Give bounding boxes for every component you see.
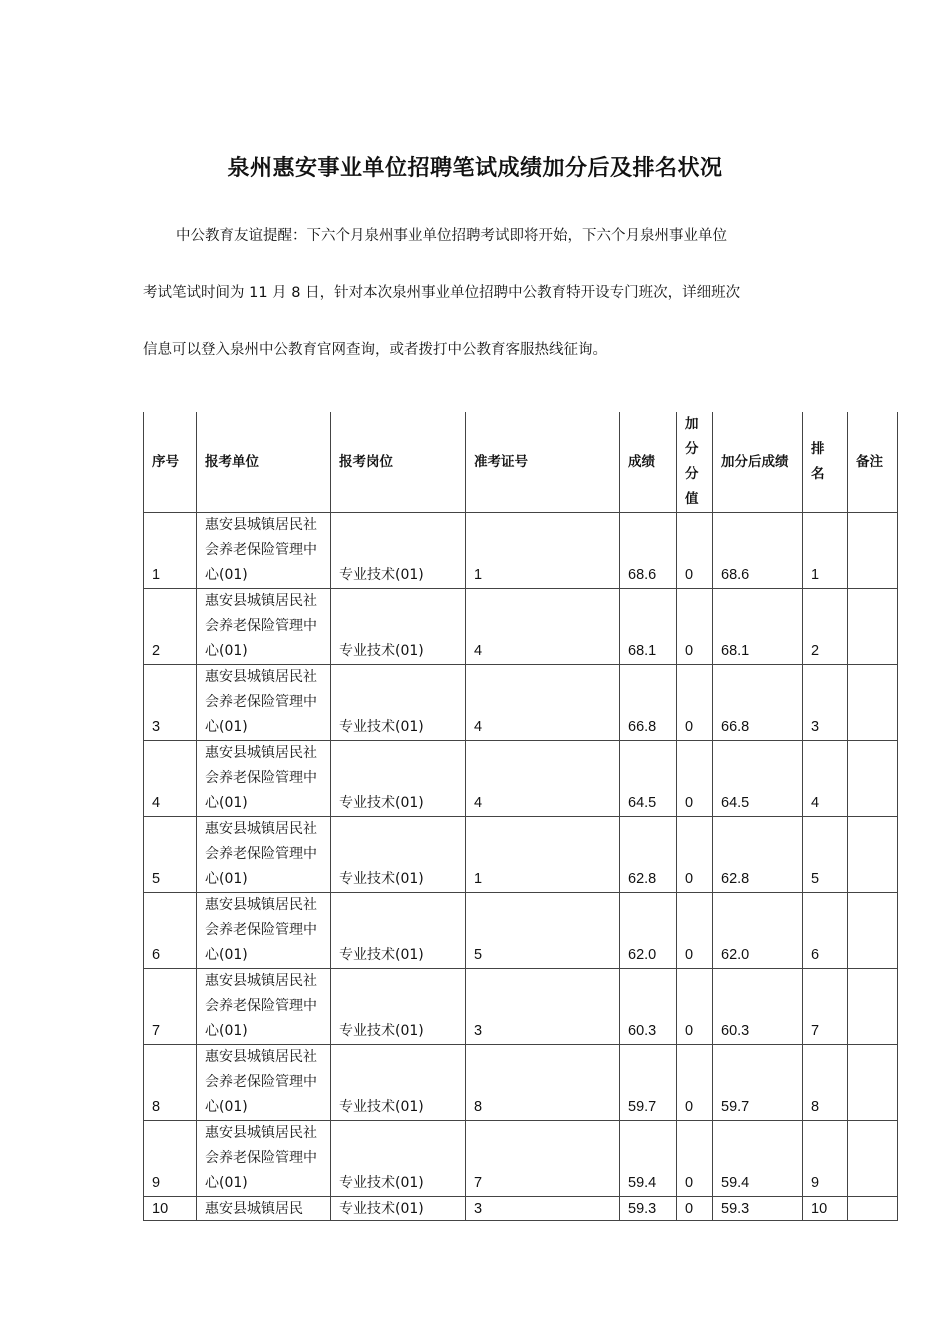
cell-unit: [197, 893, 331, 969]
cell-bonus: 0: [677, 1197, 713, 1221]
cell-bonus: 0: [677, 741, 713, 817]
unit-text: 惠安县城镇居民社会养老保险管理中心(01): [205, 745, 317, 811]
header-bonus: [677, 412, 713, 513]
cell-seq: 4: [144, 741, 197, 817]
cell-bonus: 0: [677, 1045, 713, 1121]
header-rank-text: 排名: [811, 441, 825, 482]
table-row: [144, 1121, 898, 1197]
cell-ticket: 4: [466, 589, 620, 665]
header-total: [713, 412, 803, 513]
cell-note: [848, 589, 898, 665]
cell-seq: 3: [144, 665, 197, 741]
cell-ticket: 1: [466, 817, 620, 893]
table-row: [144, 893, 898, 969]
unit-text: 惠安县城镇居民社会养老保险管理中心(01): [205, 1049, 317, 1115]
cell-total: 59.7: [713, 1045, 803, 1121]
cell-score: 68.6: [620, 513, 677, 589]
cell-score: 59.4: [620, 1121, 677, 1197]
cell-unit: [197, 589, 331, 665]
cell-score: 62.0: [620, 893, 677, 969]
cell-total: 59.4: [713, 1121, 803, 1197]
cell-unit: [197, 817, 331, 893]
cell-note: [848, 1121, 898, 1197]
cell-bonus: 0: [677, 589, 713, 665]
table-row: [144, 589, 898, 665]
cell-total: 64.5: [713, 741, 803, 817]
unit-text: 惠安县城镇居民社会养老保险管理中心(01): [205, 897, 317, 963]
cell-total: 60.3: [713, 969, 803, 1045]
header-score: 成绩: [620, 412, 677, 513]
cell-score: 59.7: [620, 1045, 677, 1121]
cell-post: 专业技术(01): [331, 513, 466, 589]
unit-text: 惠安县城镇居民社会养老保险管理中心(01): [205, 593, 317, 659]
cell-bonus: 0: [677, 893, 713, 969]
table-header-row: [144, 412, 898, 513]
cell-seq: 6: [144, 893, 197, 969]
cell-total: 66.8: [713, 665, 803, 741]
cell-total: 68.1: [713, 589, 803, 665]
table-row: [144, 969, 898, 1045]
cell-post: 专业技术(01): [331, 1045, 466, 1121]
cell-post: 专业技术(01): [331, 1121, 466, 1197]
table-row: [144, 1197, 898, 1221]
table-row: [144, 1045, 898, 1121]
score-ranking-table: [143, 412, 898, 1221]
cell-rank: 4: [803, 741, 848, 817]
cell-ticket: 1: [466, 513, 620, 589]
cell-score: 64.5: [620, 741, 677, 817]
intro-line: 信息可以登入泉州中公教育官网查询，或者拨打中公教育客服热线征询。: [143, 342, 607, 358]
cell-post: 专业技术(01): [331, 893, 466, 969]
cell-note: [848, 969, 898, 1045]
cell-bonus: 0: [677, 1121, 713, 1197]
header-ticket: 准考证号: [466, 412, 620, 513]
cell-unit: [197, 665, 331, 741]
cell-rank: 8: [803, 1045, 848, 1121]
header-seq: 序号: [144, 412, 197, 513]
intro-line: 中公教育友谊提醒：下六个月泉州事业单位招聘考试即将开始，下六个月泉州事业单位: [176, 228, 727, 244]
cell-ticket: 3: [466, 969, 620, 1045]
cell-ticket: 8: [466, 1045, 620, 1121]
intro-line: 考试笔试时间为 11 月 8 日，针对本次泉州事业单位招聘中公教育特开设专门班次，详细班次: [143, 285, 741, 301]
cell-seq: 1: [144, 513, 197, 589]
cell-note: [848, 665, 898, 741]
cell-unit: [197, 513, 331, 589]
cell-total: 59.3: [713, 1197, 803, 1221]
cell-ticket: 4: [466, 665, 620, 741]
cell-score: 59.3: [620, 1197, 677, 1221]
cell-rank: 9: [803, 1121, 848, 1197]
cell-ticket: 3: [466, 1197, 620, 1221]
unit-text: 惠安县城镇居民社会养老保险管理中心(01): [205, 1125, 317, 1191]
cell-rank: 2: [803, 589, 848, 665]
cell-unit: [197, 741, 331, 817]
cell-rank: 7: [803, 969, 848, 1045]
header-post: 报考岗位: [331, 412, 466, 513]
cell-unit: [197, 1197, 331, 1221]
cell-post: 专业技术(01): [331, 817, 466, 893]
cell-post: 专业技术(01): [331, 665, 466, 741]
cell-post: 专业技术(01): [331, 969, 466, 1045]
cell-total: 68.6: [713, 513, 803, 589]
cell-note: [848, 1045, 898, 1121]
table-row: [144, 817, 898, 893]
header-rank: [803, 412, 848, 513]
cell-ticket: 4: [466, 741, 620, 817]
cell-unit: [197, 1121, 331, 1197]
cell-bonus: 0: [677, 969, 713, 1045]
cell-seq: 10: [144, 1197, 197, 1221]
header-unit: 报考单位: [197, 412, 331, 513]
cell-unit: [197, 1045, 331, 1121]
cell-seq: 5: [144, 817, 197, 893]
cell-ticket: 7: [466, 1121, 620, 1197]
cell-post: 专业技术(01): [331, 1197, 466, 1221]
cell-note: [848, 1197, 898, 1221]
page-title: 泉州惠安事业单位招聘笔试成绩加分后及排名状况: [227, 155, 723, 181]
cell-total: 62.0: [713, 893, 803, 969]
cell-score: 60.3: [620, 969, 677, 1045]
unit-text: 惠安县城镇居民社会养老保险管理中心(01): [205, 973, 317, 1039]
table-row: [144, 513, 898, 589]
table-body: [144, 513, 898, 1221]
cell-seq: 2: [144, 589, 197, 665]
cell-score: 62.8: [620, 817, 677, 893]
cell-post: 专业技术(01): [331, 589, 466, 665]
cell-bonus: 0: [677, 513, 713, 589]
cell-unit: [197, 969, 331, 1045]
cell-rank: 10: [803, 1197, 848, 1221]
intro-paragraph: [143, 208, 815, 379]
cell-bonus: 0: [677, 665, 713, 741]
cell-seq: 8: [144, 1045, 197, 1121]
cell-post: 专业技术(01): [331, 741, 466, 817]
cell-seq: 7: [144, 969, 197, 1045]
table-row: [144, 741, 898, 817]
header-note: 备注: [848, 412, 898, 513]
cell-rank: 3: [803, 665, 848, 741]
header-total-text: 加分后成绩: [721, 453, 789, 470]
unit-text: 惠安县城镇居民社会养老保险管理中心(01): [205, 669, 317, 735]
table-row: [144, 665, 898, 741]
cell-rank: 5: [803, 817, 848, 893]
cell-rank: 1: [803, 513, 848, 589]
cell-ticket: 5: [466, 893, 620, 969]
cell-score: 68.1: [620, 589, 677, 665]
unit-text: 惠安县城镇居民: [205, 1200, 303, 1217]
cell-bonus: 0: [677, 817, 713, 893]
cell-score: 66.8: [620, 665, 677, 741]
cell-total: 62.8: [713, 817, 803, 893]
cell-note: [848, 741, 898, 817]
cell-note: [848, 513, 898, 589]
cell-note: [848, 893, 898, 969]
header-bonus-text: 加分分值: [685, 416, 699, 507]
cell-note: [848, 817, 898, 893]
unit-text: 惠安县城镇居民社会养老保险管理中心(01): [205, 517, 317, 583]
cell-seq: 9: [144, 1121, 197, 1197]
unit-text: 惠安县城镇居民社会养老保险管理中心(01): [205, 821, 317, 887]
cell-rank: 6: [803, 893, 848, 969]
